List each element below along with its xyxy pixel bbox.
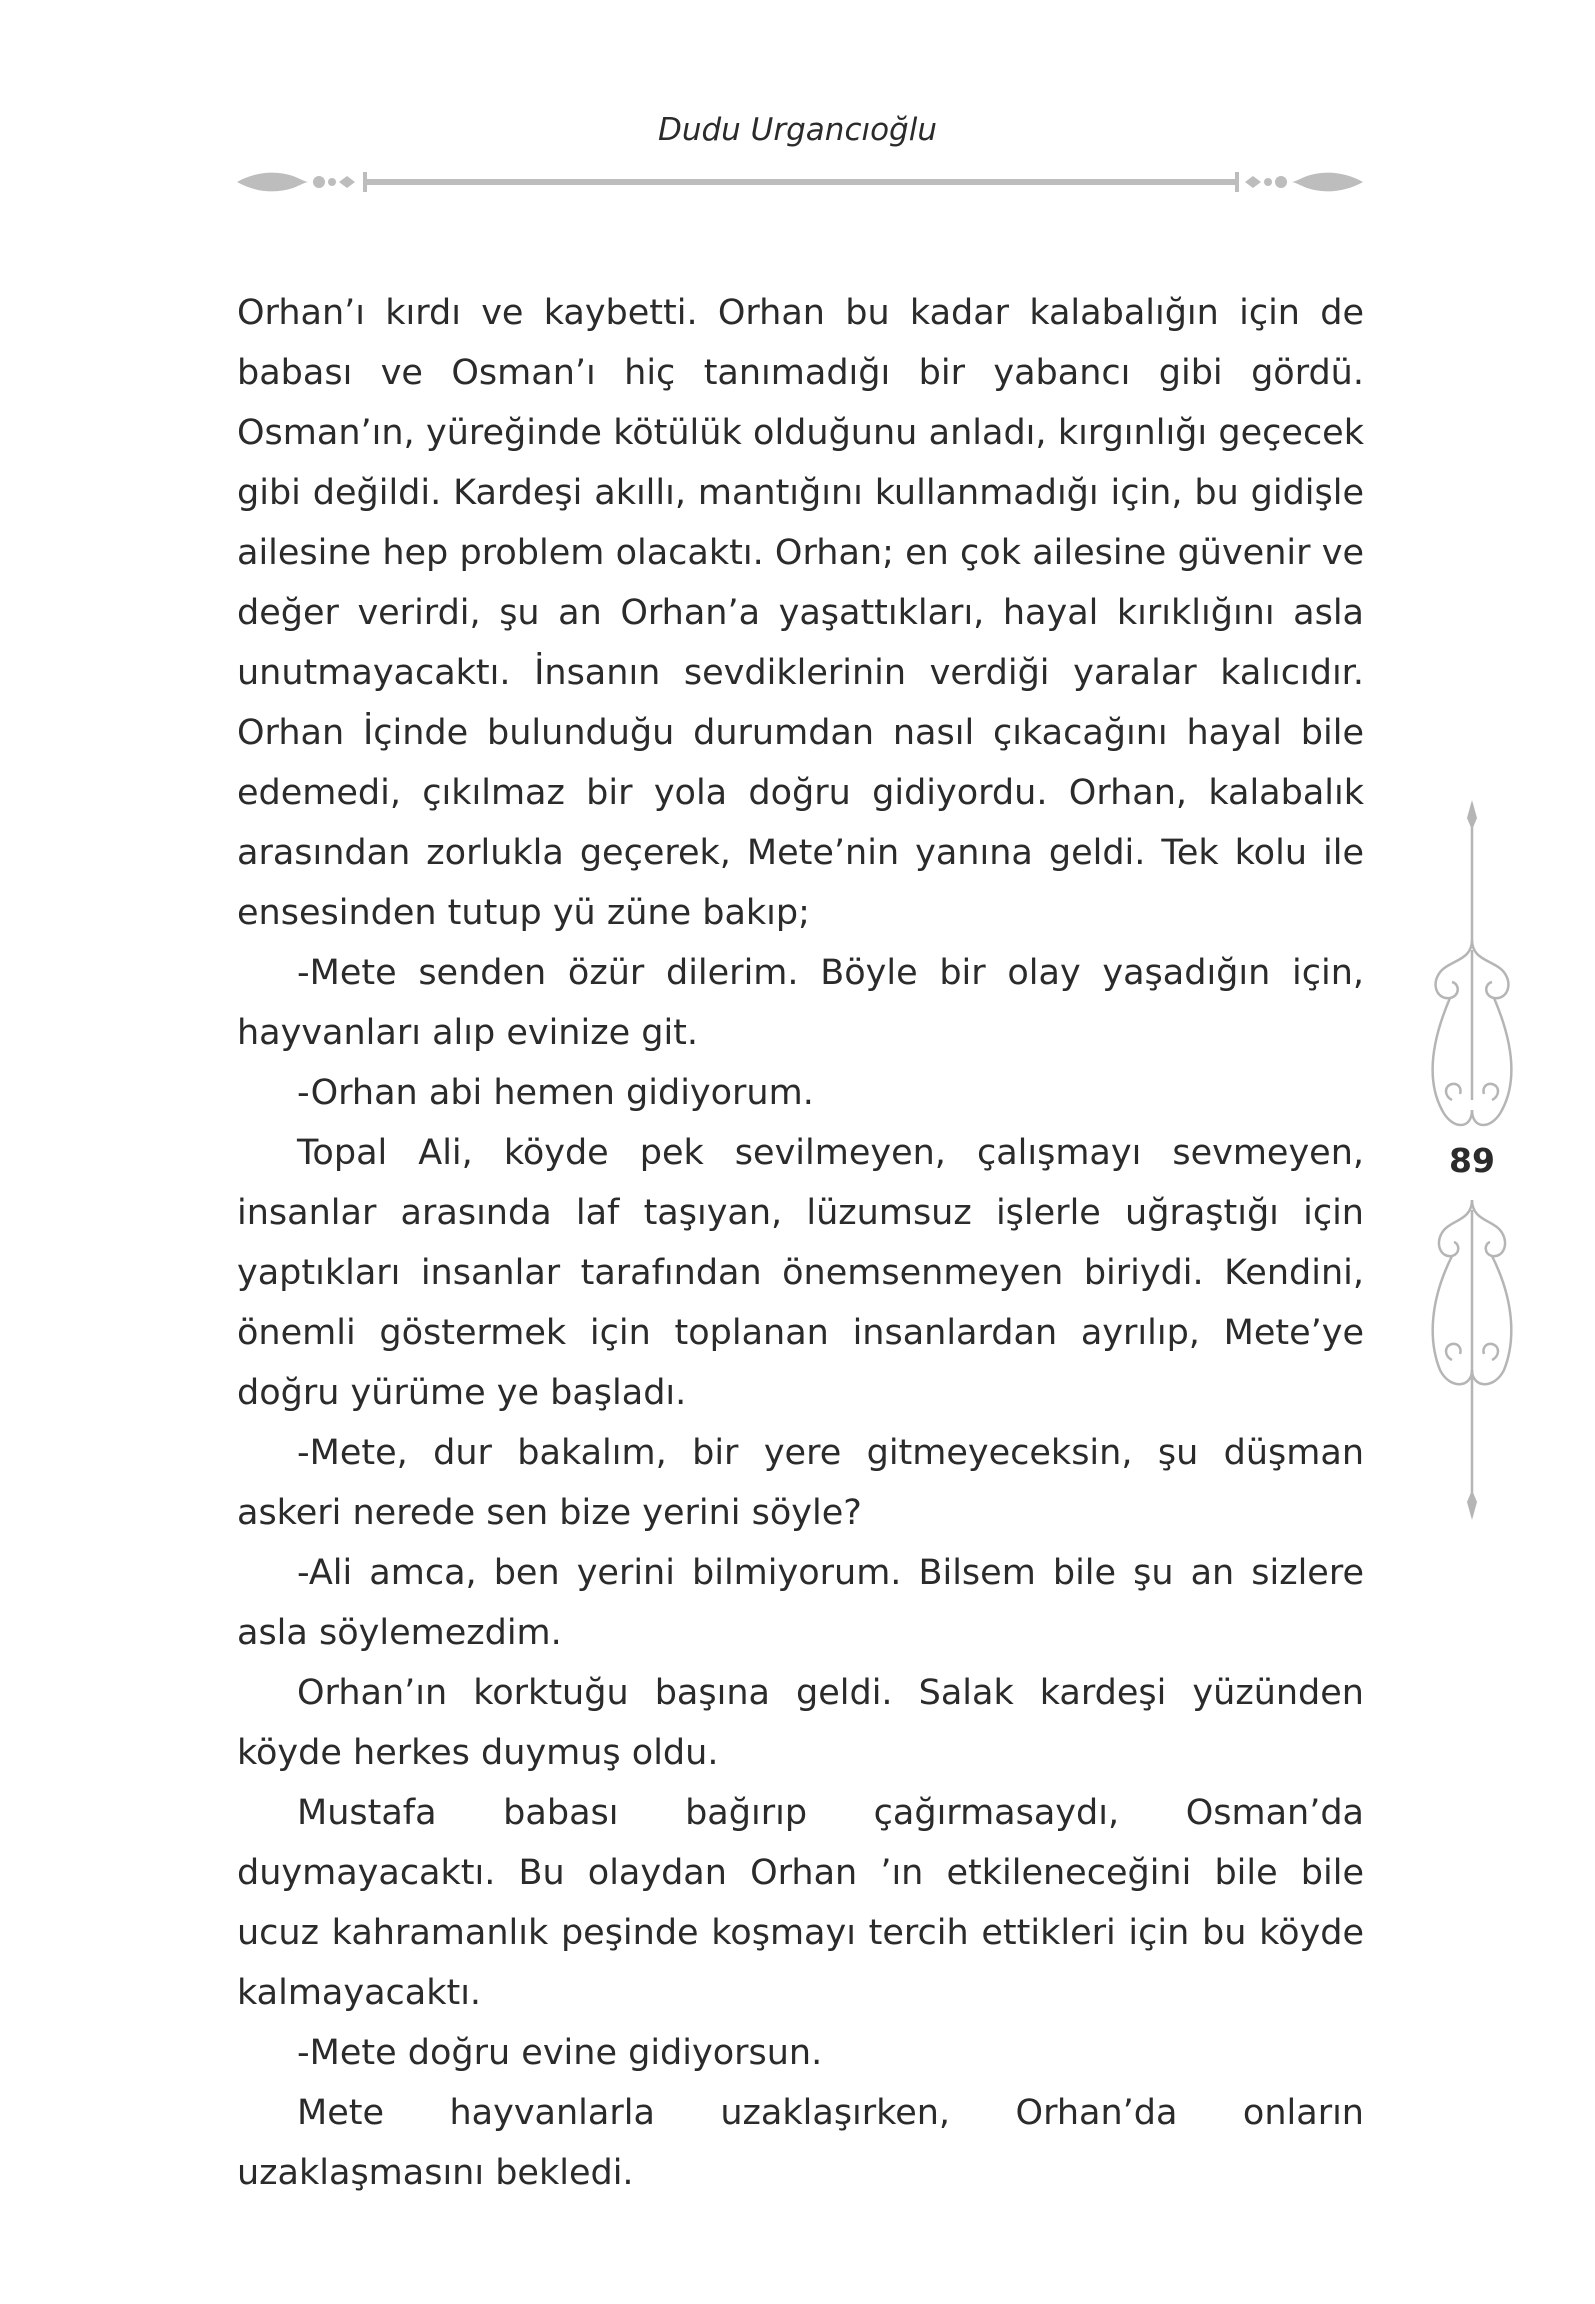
paragraph: Mustafa babası bağırıp çağırmasaydı, Osman’da duymayacaktı. Bu olaydan Orhan ’ın etkileneceğini bile bile ucuz kahramanlık peşinde koşmayı tercih ettikleri için bu köyde kalmayacaktı. [237,1793,1364,2013]
paragraph: Orhan’ın korktuğu başına geldi. Salak kardeşi yüzünden köyde herkes duymuş oldu. [237,1673,1364,1773]
paragraph: Mete hayvanlarla uzaklaşırken, Orhan’da onların uzaklaşmasını bekledi. [237,2093,1364,2193]
header-ornament-rule [235,160,1365,204]
paragraph: -Mete, dur bakalım, bir yere gitmeyeceksin, şu düşman askeri nerede sen bize yerini söyle? [237,1433,1364,1533]
page-number: 89 [1422,1141,1522,1180]
paragraph: Orhan’ı kırdı ve kaybetti. Orhan bu kadar kalabalığın için de babası ve Osman’ı hiç tanımadığı bir yabancı gibi gördü. Osman’ın, yüreğinde kötülük olduğunu anladı, kırgınlığı geçecek gibi değildi. Kardeşi akıllı, mantığını kullanmadığı için, bu gidişle ailesine hep problem olacaktı. Orhan; en çok ailesine güvenir ve değer verirdi, şu an Orhan’a yaşattıkları, hayal kırıklığını asla unutmayacaktı. İnsanın sevdiklerinin verdiği yaralar kalıcıdır. Orhan İçinde bulunduğu durumdan nasıl çıkacağını hayal bile edemedi, çıkılmaz bir yola doğru gidiyordu. Orhan, kalabalık arasından zorlukla geçerek, Mete’nin yanına geldi. Tek kolu ile ensesinden tutup yü züne bakıp; [237,293,1364,933]
paragraph: -Ali amca, ben yerini bilmiyorum. Bilsem bile şu an sizlere asla söylemezdim. [237,1553,1364,1653]
paragraph: -Mete doğru evine gidiyorsun. [297,2033,823,2073]
paragraph: Topal Ali, köyde pek sevilmeyen, çalışmayı sevmeyen, insanlar arasında laf taşıyan, lüzumsuz işlerle uğraştığı için yaptıkları insanlar tarafından önemsenmeyen biriydi. Kendini, önemli göstermek için toplanan insanlardan ayrılıp, Mete’ye doğru yürüme ye başladı. [237,1133,1364,1413]
paragraph: -Mete senden özür dilerim. Böyle bir olay yaşadığın için, hayvanları alıp evinize git. [237,953,1364,1053]
running-head: Dudu Urgancıoğlu [657,112,937,148]
paragraph: -Orhan abi hemen gidiyorum. [297,1073,814,1113]
body-text [237,283,1364,2203]
